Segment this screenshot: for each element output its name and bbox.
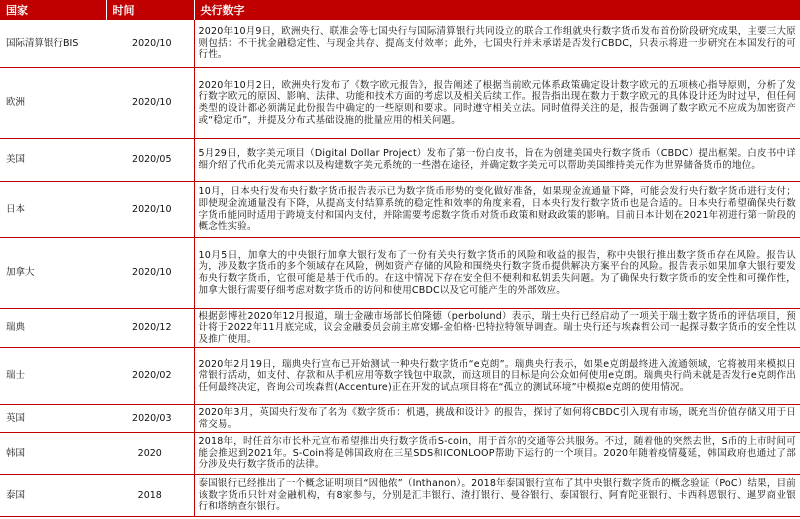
content-cell: 2018年，时任首尔市长朴元宣布希望推出央行数字货币S-coin，用于首尔的交通等公共服务。不过，随着他的突然去世，S币的上市时间可能会推迟到2021年。S-Coin将是韩国政府在三星SDS和ICONLOOP帮助下运行的一个项目。2020年随着疫情蔓延，韩国政府也通过了部分涉及央行数字货币的法律。	[194, 433, 800, 475]
time-cell: 2020/10	[106, 182, 194, 238]
header-row	[0, 0, 800, 20]
time-cell: 2020/02	[106, 348, 194, 405]
content-cell: 泰国银行已经推出了一个概念证明项目“因他侬”（Inthanon）。2018年泰国银行宣布了其中央银行数字货币的概念验证（PoC）结果，目前该数字货币只针对金融机构，有8家参与，分别是汇丰银行、渣打银行、曼谷银行、泰国银行、阿育陀亚银行、卡西科恩银行、暹罗商业银行和塔纳查尔银行。	[194, 475, 800, 517]
time-cell: 2020/05	[106, 139, 194, 182]
country-cell: 加拿大	[0, 238, 106, 309]
country-cell: 瑞士	[0, 348, 106, 405]
country-cell: 英国	[0, 405, 106, 433]
content-cell: 5月29日，数字美元项目（Digital Dollar Project）发布了第一份白皮书，旨在为创建美国央行数字货币（CBDC）提出框架。白皮书中详细介绍了代币化美元需求以及构建数字美元系统的一些潜在途径，并确定数字美元可以帮助美国维持美元作为世界储备货币的地位。	[194, 139, 800, 182]
time-cell: 2020/12	[106, 309, 194, 348]
table-row	[0, 20, 800, 68]
table-row	[0, 139, 800, 182]
country-cell: 韩国	[0, 433, 106, 475]
time-cell: 2020/10	[106, 238, 194, 309]
content-cell: 2020年10月2日，欧洲央行发布了《数字欧元报告》，报告阐述了根据当前欧元体系政策确定设计数字欧元的五项核心指导原则，分析了发行数字欧元的原因、影响、法律、功能和技术方面的考虑以及相关后续工作。报告指出现在数力于数字欧元的具体设计还为时过早，但任何类型的设计都必须满足此份报告中确定的一些原则和要求。同时遵守相关立法。同时值得关注的是，报告强调了数字欧元不应成为加密资产或“稳定币”，并提及分布式基础设施的批量应用的相关问题。	[194, 68, 800, 139]
table-row	[0, 309, 800, 348]
header-country: 国家	[0, 0, 106, 20]
content-cell: 2020年2月19日，瑞典央行宣布已开始测试一种央行数字货币“e克朗”。瑞典央行表示，如果e克朗最终进入流通领域，它将被用来模拟日常银行活动，如支付、存款和从手机应用等数字钱包中取款，而这项目的目标是向公众如何使用e克朗。瑞典央行尚未就是否发行e克朗作出任何最终决定，咨询公司埃森哲(Accenture)正在开发的试点项目将在“孤立的测试环境”中模拟e克朗的使用情况。	[194, 348, 800, 405]
table-row	[0, 68, 800, 139]
table-row	[0, 238, 800, 309]
time-cell: 2020/10	[106, 68, 194, 139]
time-cell: 2020	[106, 433, 194, 475]
content-cell: 2020年3月，英国央行发布了名为《数字货币：机遇，挑战和设计》的报告，探讨了如何将CBDC引入现有市场，既充当价值存储又用于日常交易。	[194, 405, 800, 433]
table-header	[0, 0, 800, 20]
content-cell: 2020年10月9日，欧洲央行、联准会等七国央行与国际清算银行共同设立的联合工作组就央行数字货币发布首份阶段研究成果，主要三大原则包括：不干扰金融稳定性、与现金共存、提高支付效率；此外，七国央行并未承诺是否发行CBDC，只表示将进一步研究在本国发行的可行性。	[194, 20, 800, 68]
header-time: 时间	[106, 0, 194, 20]
country-cell: 泰国	[0, 475, 106, 517]
table-body	[0, 20, 800, 517]
table-row	[0, 348, 800, 405]
country-cell: 美国	[0, 139, 106, 182]
header-content: 央行数字	[194, 0, 800, 20]
time-cell: 2018	[106, 475, 194, 517]
country-cell: 欧洲	[0, 68, 106, 139]
time-cell: 2020/03	[106, 405, 194, 433]
content-cell: 10月5日，加拿大的中央银行加拿大银行发布了一份有关央行数字货币的风险和收益的报告，称中央银行推出数字货币存在风险。报告认为，涉及数字货币的多个领域存在风险，例如资产存储的风险和围绕央行数字货币提供解决方案平台的风险。报告表示如果加拿大银行要发布央行数字货币，它很可能是基于代币的。在这中情况下存在安全但不便利和私钥丢失问题。为了确保央行数字货币的安全性和可操作性，加拿大银行需要仔细考虑对数字货币的访问和使用CBDC以及它可能产生的外部效应。	[194, 238, 800, 309]
country-cell: 国际清算银行BIS	[0, 20, 106, 68]
country-cell: 瑞典	[0, 309, 106, 348]
country-cell: 日本	[0, 182, 106, 238]
table-row	[0, 475, 800, 517]
table-row	[0, 433, 800, 475]
time-cell: 2020/10	[106, 20, 194, 68]
table-row	[0, 405, 800, 433]
content-cell: 10月，日本央行发布央行数字货币报告表示已为数字货币形势的变化做好准备，如果现金流通量下降，可能会发行央行数字货币进行支付；即使现金流通量没有下降，从提高支付结算系统的稳定性和效率的角度来看，日本央行发行数字货币也是合适的。日本央行希望确保央行数字货币能同时适用于跨境支付和国内支付，并除需要考虑数字货币对货币政策和财政政策的影响。目前日本计划在2021年初进行第一阶段的概念性实验。	[194, 182, 800, 238]
content-cell: 根据彭博社2020年12月报道，瑞士金融市场部长伯隆德（perbolund）表示，瑞士央行已经启动了一项关于瑞士数字货币的评估项目，预计将于2022年11月底完成，议会金融委员会前主席安娜-金伯格·巴特拉特领导调查。瑞士央行还与埃森哲公司一起探寻数字货币的安全性以及推广使用。	[194, 309, 800, 348]
table-row	[0, 182, 800, 238]
